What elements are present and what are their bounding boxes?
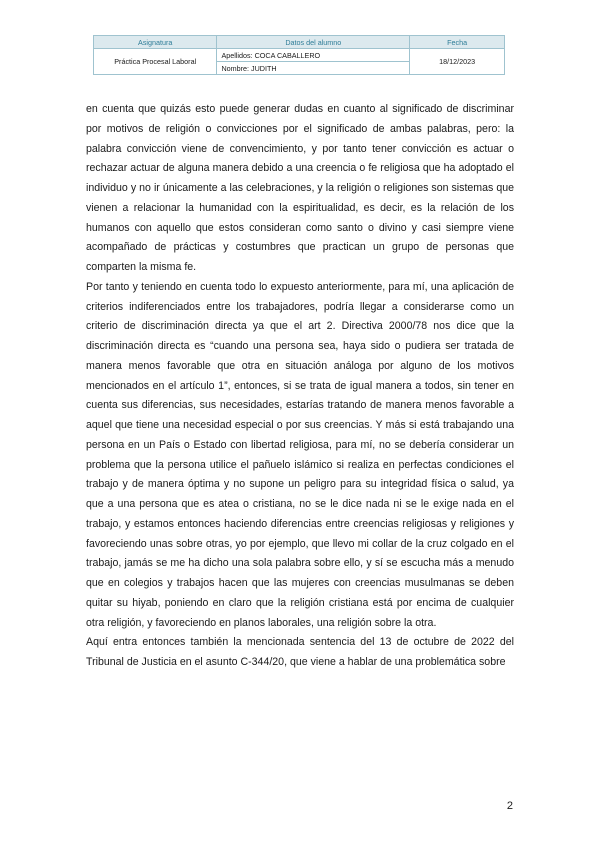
date-column-header: Fecha (410, 36, 505, 49)
page-number: 2 (506, 800, 513, 812)
subject-column-header: Asignatura (94, 36, 217, 49)
student-column-header: Datos del alumno (217, 36, 410, 49)
surnames-value: Apellidos: COCA CABALLERO (217, 49, 410, 62)
subject-value: Práctica Procesal Laboral (94, 49, 217, 75)
document-body (86, 100, 514, 673)
document-header-table (93, 35, 505, 75)
paragraph: Por tanto y teniendo en cuenta todo lo expuesto anteriormente, para mí, una aplicación de criterios indiferenciados entre los trabajadores, podría llegar a considerarse como un criterio de discriminación directa ya que el art 2. Directiva 2000/78 nos dice que la discriminación directa es “cuando una persona sea, haya sido o pudiera ser tratada de manera menos favorable que otra en situación análoga por alguno de los motivos mencionados en el artículo 1”, entonces, si se trata de igual manera a todos, sin tener en cuenta sus diferencias, sus necesidades, estarías tratando de manera menos favorable a aquel que tiene una necesidad especial o por sus creencias. Y más si está trabajando una persona en un País o Estado con libertad religiosa, para mí, no se debería considerar un problema que la persona utilice el pañuelo islámico si realiza en perfectas condiciones el trabajo y de manera óptima y no supone un peligro para su integridad física o salud, ya que a una persona que es atea o cristiana, no se le dice nada ni se le exige nada en el trabajo, y estamos entonces haciendo diferencias entre creencias religiosas y religiones y favoreciendo unas sobre otras, yo por ejemplo, que llevo mi collar de la cruz colgado en el trabajo, jamás se me ha dicho una sola palabra sobre ello, y sí se escucha más a menudo que en colegios y trabajos hacen que las mujeres con creencias musulmanas se deben quitar su hiyab, poniendo en claro que la religión cristiana está por encima de cualquier otra religión, y favoreciendo en planos laborales, una religión sobre la otra. (86, 280, 514, 629)
paragraph: Aquí entra entonces también la mencionada sentencia del 13 de octubre de 2022 del Tribunal de Justicia en el asunto C-344/20, que viene a hablar de una problemática sobre (86, 636, 514, 668)
name-value: Nombre: JUDITH (217, 62, 410, 75)
date-value: 18/12/2023 (410, 49, 505, 75)
paragraph: en cuenta que quizás esto puede generar dudas en cuanto al significado de discriminar por motivos de religión o convicciones por el significado de ambas palabras, pero: la palabra convicción viene de convencimiento, y por tanto tener convicción es actuar o rechazar actuar de alguna manera debido a una creencia o fe religiosa que ha adoptado el individuo y no ir únicamente a las celebraciones, y la religión o religiones son sistemas que vienen a relacionar la humanidad con la espiritualidad, es decir, es la relación de los humanos con aquello que estos consideran como santo o divino y casi siempre viene acompañado de prácticas y costumbres que practican un grupo de personas que comparten la misma fe. (86, 103, 514, 273)
